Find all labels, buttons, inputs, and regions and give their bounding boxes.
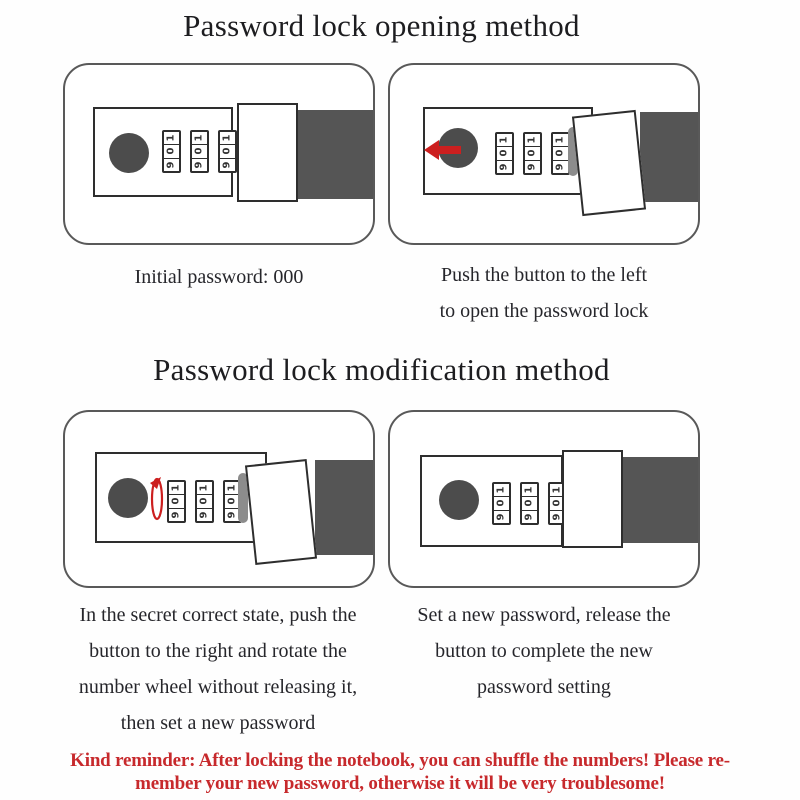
wheel-digit-cell — [197, 508, 212, 521]
wheel-digit: 1 — [226, 484, 238, 492]
wheel-digit-cell — [220, 132, 235, 144]
wheel-digit-cell — [553, 160, 568, 173]
wheels-group — [162, 130, 237, 173]
wheel-digit-cell — [525, 134, 540, 146]
reminder-line: member your new password, otherwise it will be very troublesome! — [135, 773, 665, 794]
wheel-digit-cell — [197, 494, 212, 507]
caption-line: then set a new password — [120, 712, 316, 734]
wheel-digit-cell — [522, 484, 537, 496]
number-wheel — [492, 482, 511, 525]
number-wheel — [162, 130, 181, 173]
caption-line: to open the password lock — [439, 300, 649, 322]
notebook-strap — [315, 460, 373, 555]
rotate-arrow-icon — [149, 476, 165, 522]
wheel-digit-cell — [164, 144, 179, 157]
wheel-digit-cell — [497, 134, 512, 146]
wheel-digit-cell — [197, 482, 212, 494]
wheel-digit-cell — [497, 160, 512, 173]
wheel-digit: 9 — [526, 163, 538, 171]
wheel-digit: 1 — [498, 136, 510, 144]
panel-initial-password — [63, 63, 375, 245]
wheel-digit-cell — [192, 144, 207, 157]
wheel-digit: 0 — [193, 148, 205, 155]
reminder-line: Kind reminder: After locking the notebook, you can shuffle the numbers! Please re- — [70, 750, 730, 771]
number-wheel — [167, 480, 186, 523]
wheel-digit: 0 — [198, 498, 210, 505]
number-wheel — [523, 132, 542, 175]
wheel-digit: 9 — [226, 511, 238, 519]
wheel-digit: 1 — [526, 136, 538, 144]
wheel-digit-cell — [494, 484, 509, 496]
wheel-digit: 0 — [523, 500, 535, 507]
notebook-strap — [297, 110, 373, 199]
wheel-digit: 0 — [165, 148, 177, 155]
wheel-digit: 1 — [193, 134, 205, 142]
wheels-group — [495, 132, 570, 175]
number-wheel — [495, 132, 514, 175]
wheel-digit-cell — [164, 158, 179, 171]
caption-line: Initial password: 000 — [134, 266, 304, 288]
wheel-digit-cell — [553, 134, 568, 146]
wheel-digit: 9 — [554, 163, 566, 171]
wheel-digit-cell — [192, 158, 207, 171]
caption-initial-password — [63, 259, 375, 295]
wheel-digit-cell — [522, 510, 537, 523]
wheel-digit-cell — [494, 510, 509, 523]
panel-rotate-wheel — [63, 410, 375, 588]
notebook-strap — [622, 457, 698, 543]
caption-line: Set a new password, release the — [417, 604, 671, 626]
wheel-digit: 0 — [170, 498, 182, 505]
wheel-digit: 9 — [165, 161, 177, 169]
caption-line: Push the button to the left — [440, 264, 648, 286]
knob-circle — [108, 478, 148, 518]
notebook-strap — [640, 112, 698, 202]
panel-release-button — [388, 410, 700, 588]
number-wheel — [190, 130, 209, 173]
lock-button — [237, 103, 298, 202]
wheel-digit-cell — [220, 144, 235, 157]
wheel-digit-cell — [494, 496, 509, 509]
wheel-digit: 1 — [495, 486, 507, 494]
wheel-digit-cell — [192, 132, 207, 144]
caption-line: password setting — [477, 676, 611, 698]
wheel-digit-cell — [525, 160, 540, 173]
number-wheel — [195, 480, 214, 523]
wheel-digit-cell — [522, 496, 537, 509]
knob-circle — [109, 133, 149, 173]
wheel-digit: 9 — [193, 161, 205, 169]
caption-rotate-wheel — [46, 597, 390, 741]
wheel-digit: 1 — [165, 134, 177, 142]
caption-line: In the secret correct state, push the — [79, 604, 357, 626]
left-arrow-icon — [424, 139, 462, 161]
wheel-digit-cell — [497, 146, 512, 159]
wheel-digit: 9 — [221, 161, 233, 169]
wheel-digit-cell — [164, 132, 179, 144]
wheel-digit: 9 — [551, 513, 563, 521]
wheel-digit: 0 — [495, 500, 507, 507]
wheel-digit: 1 — [170, 484, 182, 492]
caption-line: button to the right and rotate the — [89, 640, 347, 662]
wheel-digit: 0 — [554, 150, 566, 157]
caption-push-button-left — [388, 257, 700, 329]
wheels-group — [492, 482, 567, 525]
wheel-digit-cell — [553, 146, 568, 159]
caption-release-button — [388, 597, 700, 705]
wheel-digit-cell — [169, 494, 184, 507]
panel-push-button-left — [388, 63, 700, 245]
knob-circle — [439, 480, 479, 520]
wheel-digit-cell — [169, 482, 184, 494]
wheel-digit: 1 — [221, 134, 233, 142]
wheels-group — [167, 480, 242, 523]
number-wheel — [520, 482, 539, 525]
section-title-opening: Password lock opening method — [183, 8, 580, 43]
section-title-modification: Password lock modification method — [153, 352, 610, 387]
wheel-digit: 1 — [551, 486, 563, 494]
reminder-text — [0, 749, 800, 795]
number-wheel — [218, 130, 237, 173]
open-button-flap — [572, 110, 646, 216]
wheel-digit: 9 — [198, 511, 210, 519]
wheel-digit: 0 — [526, 150, 538, 157]
wheel-digit: 9 — [495, 513, 507, 521]
open-button-flap — [245, 459, 317, 565]
wheel-digit: 0 — [498, 150, 510, 157]
wheel-digit: 0 — [221, 148, 233, 155]
caption-line: button to complete the new — [435, 640, 653, 662]
wheel-digit-cell — [525, 146, 540, 159]
wheel-digit: 9 — [523, 513, 535, 521]
wheel-digit: 0 — [551, 500, 563, 507]
wheel-digit: 0 — [226, 498, 238, 505]
wheel-digit: 1 — [523, 486, 535, 494]
wheel-digit: 9 — [498, 163, 510, 171]
wheel-digit: 1 — [554, 136, 566, 144]
caption-line: number wheel without releasing it, — [78, 676, 358, 698]
wheel-digit: 9 — [170, 511, 182, 519]
wheel-digit: 1 — [198, 484, 210, 492]
wheel-digit-cell — [220, 158, 235, 171]
lock-button — [562, 450, 623, 548]
wheel-digit-cell — [169, 508, 184, 521]
